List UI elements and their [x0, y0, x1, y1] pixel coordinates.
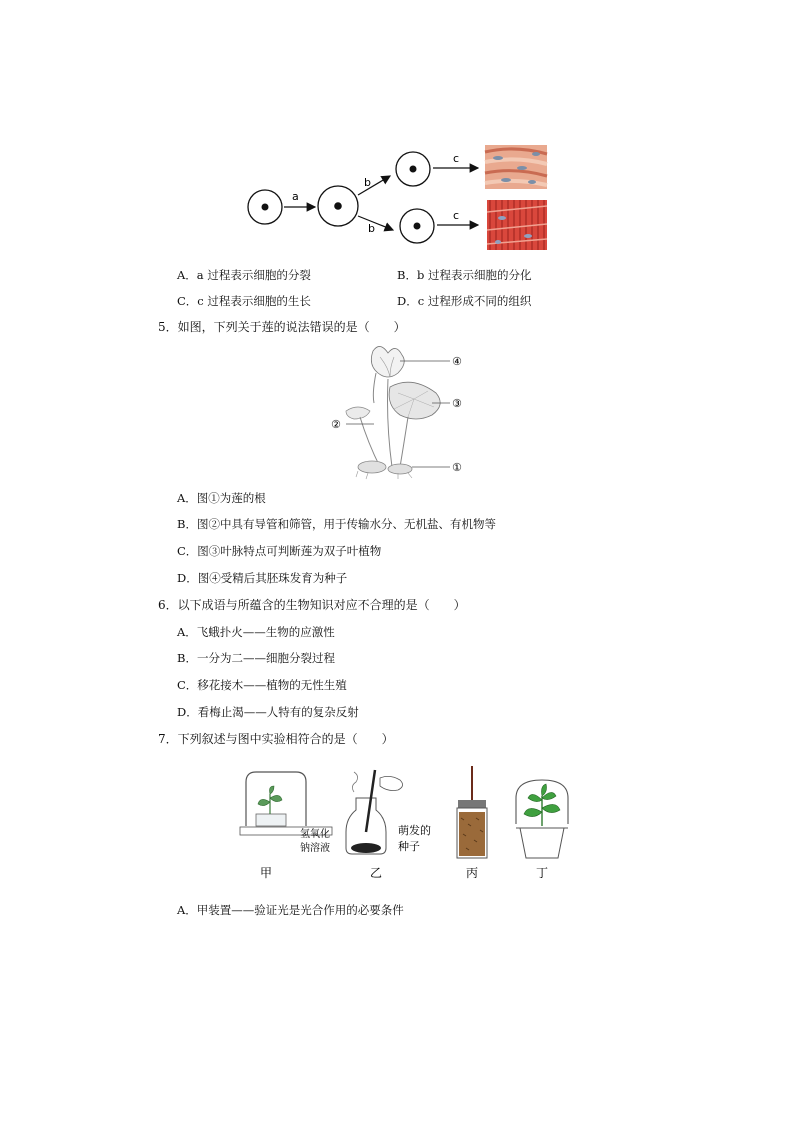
- seed-label-line2: 种子: [398, 840, 420, 853]
- arrow-b-down: [358, 216, 393, 230]
- seed-label-line1: 萌发的: [398, 824, 431, 837]
- apparatus-bing-label: 丙: [466, 866, 479, 880]
- q6-option-c[interactable]: C．移花接木——植物的无性生殖: [177, 678, 347, 692]
- apparatus-jia-label: 甲: [260, 866, 273, 880]
- apparatus-yi-label: 乙: [370, 866, 383, 880]
- q4-option-c[interactable]: C．c 过程表示细胞的生长: [177, 294, 311, 308]
- apparatus-jia-bell-jar: [240, 772, 332, 835]
- lotus-label-3: ③: [452, 397, 462, 410]
- q5-stem: 5．如图，下列关于莲的说法错误的是（ ）: [158, 320, 406, 334]
- lotus-small-leaf: [346, 407, 370, 419]
- lotus-label-2: ②: [331, 418, 341, 431]
- q6-option-a[interactable]: A．飞蛾扑火——生物的应激性: [177, 625, 335, 639]
- q7-stem: 7．下列叙述与图中实验相符合的是（ ）: [158, 732, 394, 746]
- naoh-label-line2: 钠溶液: [300, 843, 330, 854]
- lotus-label-1: ①: [452, 461, 462, 474]
- apparatus-yi-flask: [346, 770, 403, 854]
- apparatus-bing-jar: [457, 766, 487, 858]
- q5-option-b[interactable]: B．图②中具有导管和筛管，用于传输水分、无机盐、有机物等: [177, 517, 496, 531]
- q5-option-c[interactable]: C．图③叶脉特点可判断莲为双子叶植物: [177, 544, 382, 558]
- q7-option-a[interactable]: A．甲装置——验证光是光合作用的必要条件: [177, 903, 404, 917]
- q6-option-b[interactable]: B．一分为二——细胞分裂过程: [177, 651, 335, 665]
- cell-1: [248, 190, 282, 224]
- q5-option-d[interactable]: D．图④受精后其胚珠发育为种子: [177, 571, 348, 585]
- label-c-lower: c: [453, 209, 460, 222]
- q6-stem: 6．以下成语与所蕴含的生物知识对应不合理的是（ ）: [158, 598, 466, 612]
- lotus-leaf: [389, 382, 440, 419]
- cell-4-lower: [400, 209, 434, 243]
- cell-differentiation-diagram: [240, 140, 560, 255]
- label-a: a: [292, 190, 299, 203]
- skeletal-muscle-tissue-image: [487, 200, 547, 250]
- lotus-flower: [371, 346, 404, 377]
- cell-2: [318, 186, 358, 226]
- experiment-apparatus-figure: [230, 762, 590, 884]
- label-c-upper: c: [453, 152, 460, 165]
- lotus-plant-figure: [328, 343, 478, 481]
- lotus-label-4: ④: [452, 355, 462, 368]
- q6-option-d[interactable]: D．看梅止渴——人特有的复杂反射: [177, 705, 359, 719]
- q4-option-b[interactable]: B．b 过程表示细胞的分化: [397, 268, 532, 282]
- apparatus-ding-pot-plant: [516, 780, 568, 858]
- apparatus-ding-label: 丁: [536, 866, 549, 880]
- naoh-label-line1: 氢氧化: [300, 829, 330, 840]
- cell-3-upper: [396, 152, 430, 186]
- arrow-b-up: [358, 176, 390, 195]
- label-b-lower: b: [368, 222, 375, 235]
- label-b-upper: b: [364, 176, 371, 189]
- smooth-muscle-tissue-image: [485, 145, 547, 189]
- lotus-rhizome: [356, 461, 412, 479]
- q4-option-a[interactable]: A．a 过程表示细胞的分裂: [177, 268, 311, 282]
- q5-option-a[interactable]: A．图①为莲的根: [177, 491, 266, 505]
- q4-option-d[interactable]: D．c 过程形成不同的组织: [397, 294, 532, 308]
